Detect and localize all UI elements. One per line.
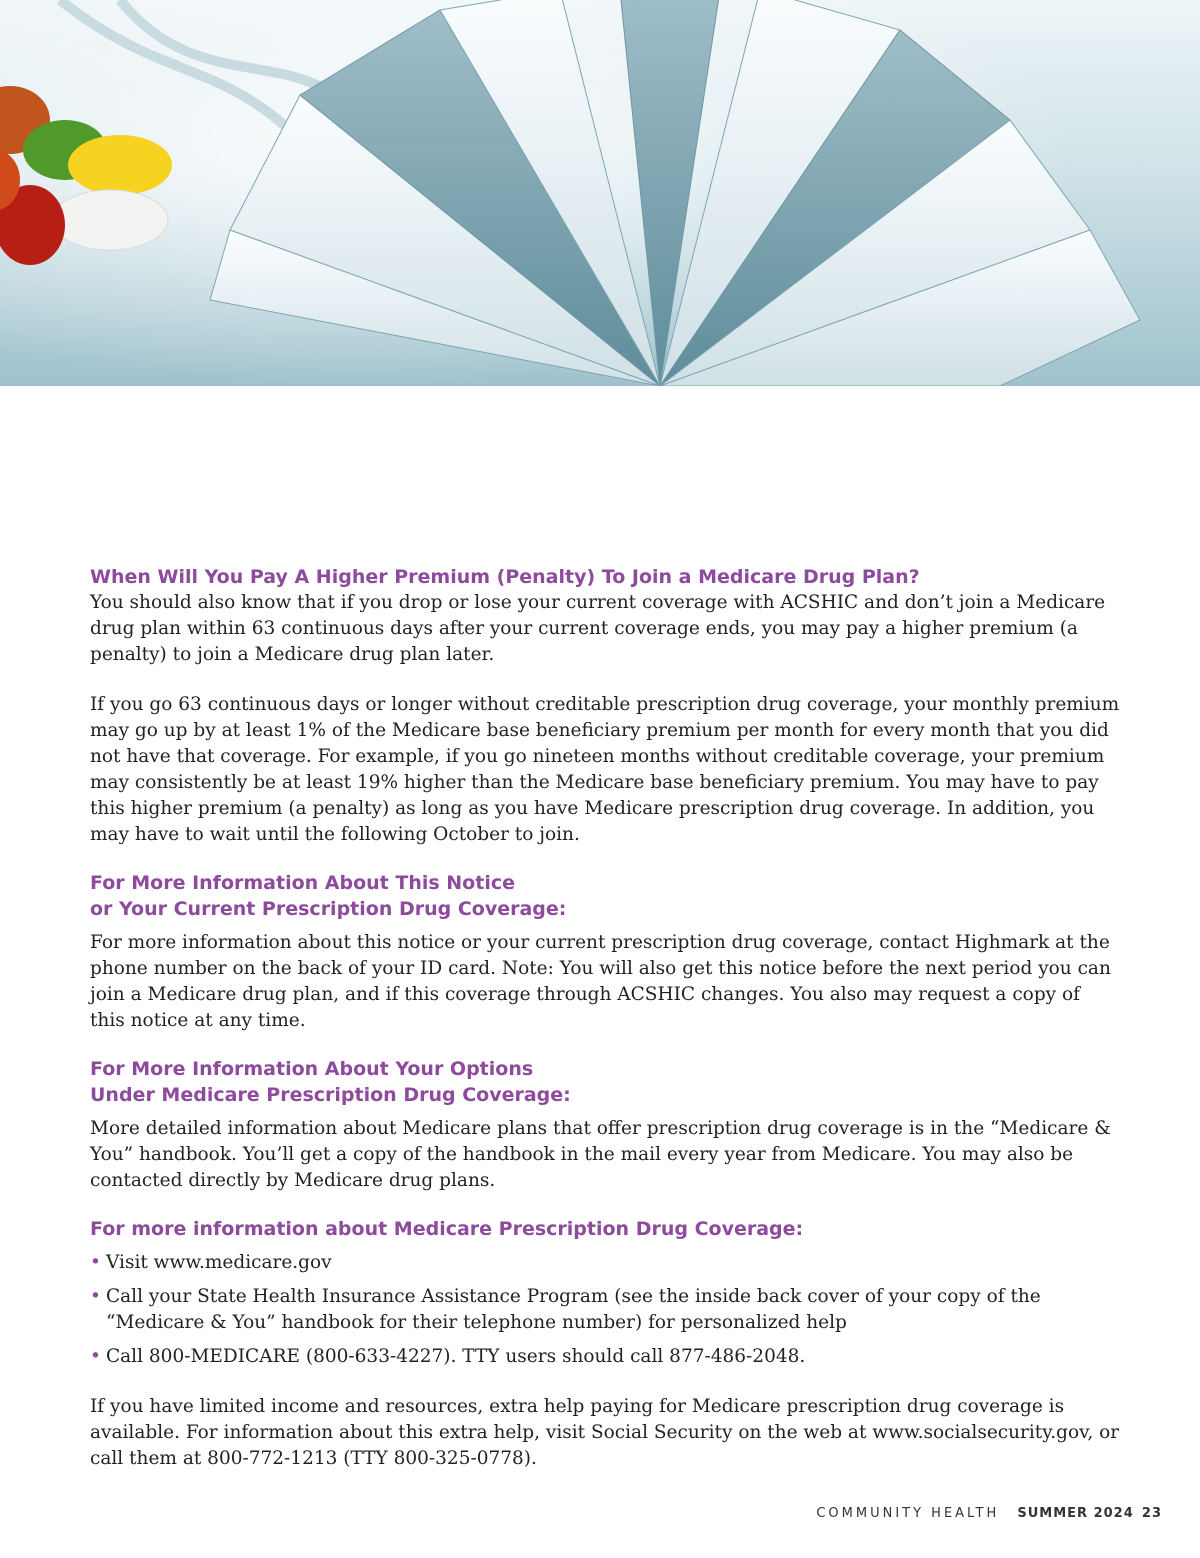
list-item-text: Call your State Health Insurance Assistance Program (see the inside back cover of your copy of the “Medicare & You” handbook for their telephone number) for personalized help xyxy=(106,1286,1041,1333)
notice-content xyxy=(90,564,1120,1472)
section-heading-notice-info xyxy=(90,870,1120,922)
heading-line: For More Information About Your Options xyxy=(90,1058,534,1080)
bullet-icon: • xyxy=(90,1286,101,1307)
page-footer xyxy=(816,1506,1162,1521)
section-heading-options xyxy=(90,1056,1120,1108)
section-paragraph: If you have limited income and resources, extra help paying for Medicare prescription drug coverage is available. For information about this extra help, visit Social Security on the web at www.socialsecurity.gov, or call them at 800-772-1213 (TTY 800-325-0778). xyxy=(90,1396,1120,1469)
list-item-text: Visit www.medicare.gov xyxy=(106,1252,332,1273)
section-paragraph: If you go 63 continuous days or longer without creditable prescription drug coverage, your monthly premium may go up by at least 1% of the Medicare base beneficiary premium per month for every month that you did not have that coverage. For example, if you go nineteen months without creditable coverage, your premium may consistently be at least 19% higher than the Medicare base beneficiary premium. You may have to pay this higher premium (a penalty) as long as you have Medicare prescription drug coverage. In addition, you may have to wait until the following October to join. xyxy=(90,694,1120,845)
resource-list xyxy=(90,1250,1120,1370)
hero-banner-image xyxy=(0,0,1200,386)
bullet-icon: • xyxy=(90,1252,101,1273)
section-paragraph: For more information about this notice or your current prescription drug coverage, contact Highmark at the phone number on the back of your ID card. Note: You will also get this notice before the next period you can join a Medicare drug plan, and if this coverage through ACSHIC changes. You also may request a copy of this notice at any time. xyxy=(90,932,1111,1031)
heading-line: For More Information About This Notice xyxy=(90,872,515,894)
section-heading-penalty: When Will You Pay A Higher Premium (Penalty) To Join a Medicare Drug Plan? xyxy=(90,566,920,588)
section-paragraph: You should also know that if you drop or lose your current coverage with ACSHIC and don’t join a Medicare drug plan within 63 continuous days after your current coverage ends, you may pay a higher premium (a penalty) to join a Medicare drug plan later. xyxy=(90,592,1106,665)
list-item xyxy=(90,1284,1120,1336)
page-number: 23 xyxy=(1141,1506,1162,1521)
section-heading-more-info: For more information about Medicare Prescription Drug Coverage: xyxy=(90,1218,804,1240)
list-item xyxy=(90,1344,1120,1370)
bullet-icon: • xyxy=(90,1346,101,1367)
magazine-name: COMMUNITY HEALTH xyxy=(816,1506,1000,1521)
list-item xyxy=(90,1250,1120,1276)
list-item-text: Call 800-MEDICARE (800-633-4227). TTY users should call 877-486-2048. xyxy=(106,1346,806,1367)
issue-label: SUMMER 2024 xyxy=(1017,1506,1134,1521)
heading-line: or Your Current Prescription Drug Coverage: xyxy=(90,898,567,920)
section-paragraph: More detailed information about Medicare plans that offer prescription drug coverage is in the “Medicare & You” handbook. You’ll get a copy of the handbook in the mail every year from Medicare. You may also be contacted directly by Medicare drug plans. xyxy=(90,1118,1111,1191)
heading-line: Under Medicare Prescription Drug Coverage: xyxy=(90,1084,571,1106)
